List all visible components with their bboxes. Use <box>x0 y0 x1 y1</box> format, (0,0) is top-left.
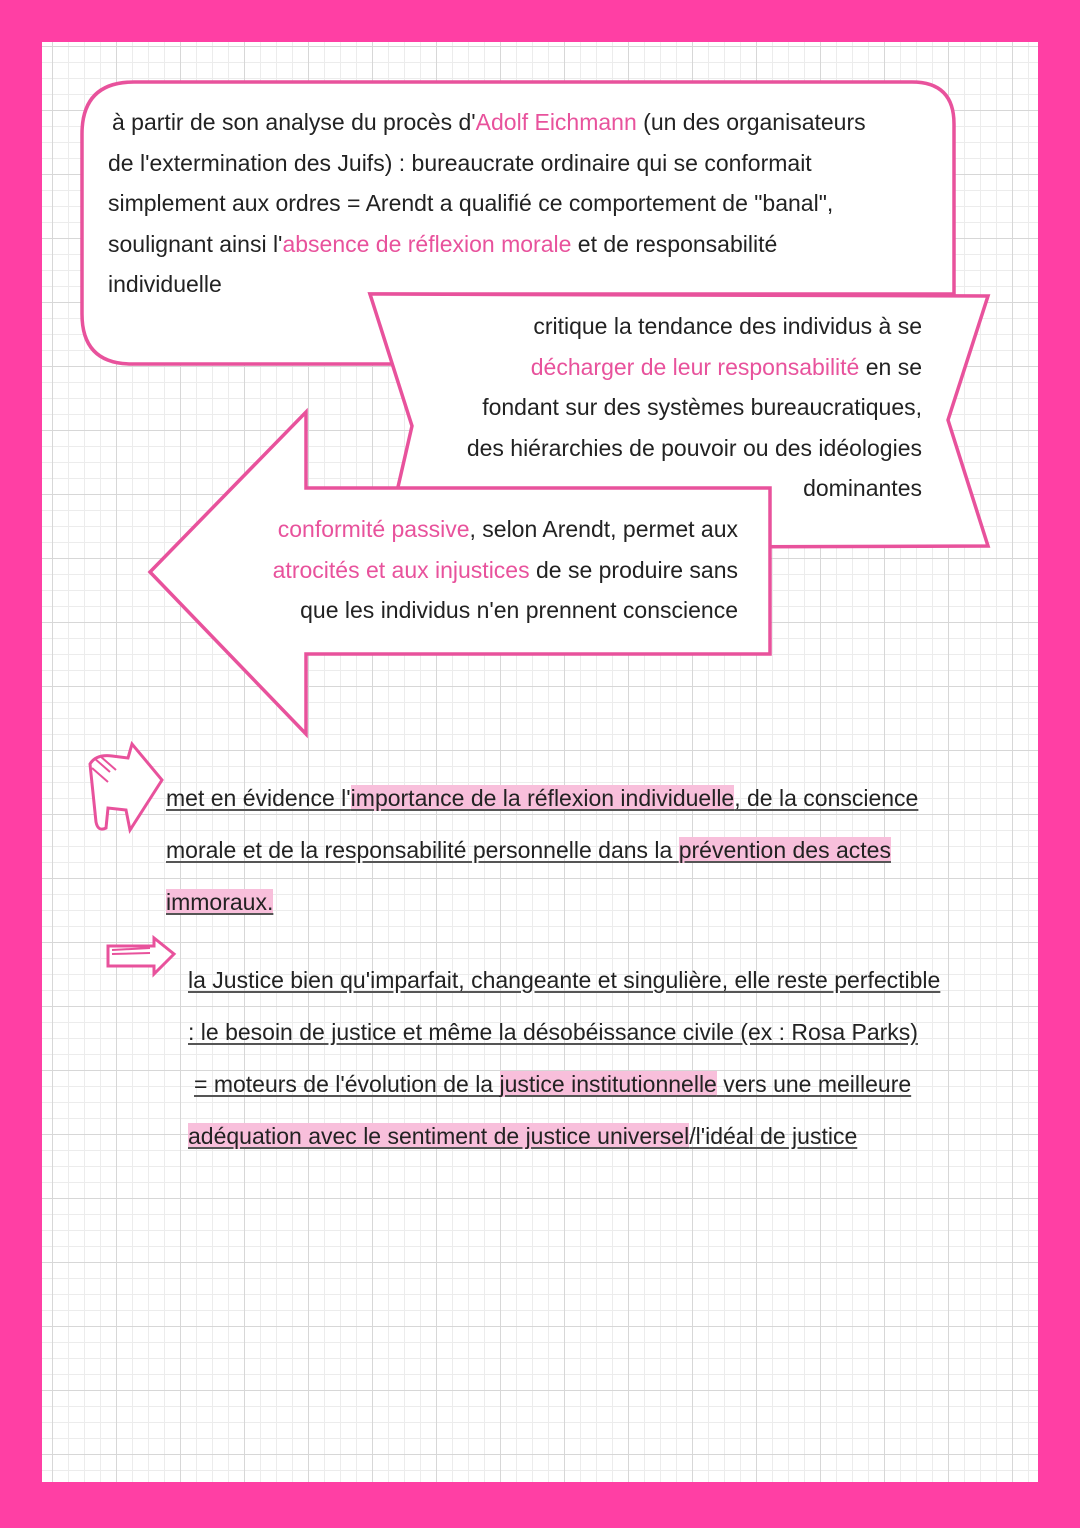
text-span: soulignant ainsi l' <box>108 230 283 257</box>
text-span: morale et de la responsabilité personnelle dans la <box>166 837 679 863</box>
text-line: que les individus n'en prennent conscience <box>300 597 738 624</box>
text-span: /l'idéal de justice <box>689 1123 858 1149</box>
highlight-span: immoraux. <box>166 889 274 915</box>
arrow-icon <box>108 938 174 974</box>
text-line <box>188 1110 1028 1162</box>
keyword-span: atrocités et aux injustices <box>272 556 530 583</box>
arrow-icon <box>90 744 162 830</box>
highlight-span: adéquation avec le sentiment de justice universel <box>188 1123 690 1149</box>
text-line <box>166 824 996 876</box>
text-span: , selon Arendt, permet aux <box>469 516 738 542</box>
text-line: fondant sur des systèmes bureaucratiques, <box>482 394 922 421</box>
text-span: et de responsabilité <box>571 230 778 257</box>
text-span: vers une meilleure <box>716 1071 912 1097</box>
text-span: met en évidence l' <box>166 785 351 811</box>
text-span: , de la conscience <box>734 785 919 811</box>
text-line: simplement aux ordres = Arendt a qualifié ce comportement de "banal", <box>108 190 834 217</box>
point2-paragraph <box>188 954 1028 1162</box>
text-line: de l'extermination des Juifs) : bureaucrate ordinaire qui se conformait <box>108 149 812 176</box>
box2-text <box>402 306 922 509</box>
text-line <box>212 550 738 591</box>
text-line <box>402 347 922 388</box>
text-line: individuelle <box>108 271 222 298</box>
text-span: de se produire sans <box>529 556 738 583</box>
text-line <box>212 509 738 550</box>
text-span: (un des organisateurs <box>636 109 866 135</box>
text-line <box>188 1058 1028 1110</box>
text-line <box>108 224 948 265</box>
text-span: en se <box>859 353 922 380</box>
point1-paragraph <box>166 772 996 928</box>
highlight-span: importance de la réflexion individuelle <box>350 785 735 811</box>
text-span: à partir de son analyse du procès d' <box>112 109 476 135</box>
text-line <box>166 772 996 824</box>
box1-text <box>108 102 948 305</box>
box3-text <box>212 509 738 631</box>
text-line: critique la tendance des individus à se <box>533 313 922 339</box>
keyword-span: conformité passive <box>277 516 470 542</box>
text-line: la Justice bien qu'imparfait, changeante et singulière, elle reste perfectible <box>188 967 941 993</box>
keyword-span: absence de réflexion morale <box>282 230 572 257</box>
highlight-span: justice institutionnelle <box>499 1071 717 1097</box>
grid-paper-page <box>42 42 1038 1482</box>
text-line: des hiérarchies de pouvoir ou des idéologies <box>466 434 922 461</box>
text-line: dominantes <box>803 475 922 502</box>
highlight-span: prévention des actes <box>678 837 891 863</box>
text-span: = moteurs de l'évolution de la <box>194 1071 500 1097</box>
keyword-span: Adolf Eichmann <box>475 109 637 135</box>
text-line: : le besoin de justice et même la désobéissance civile (ex : Rosa Parks) <box>188 1019 918 1045</box>
text-line <box>166 876 996 928</box>
keyword-span: décharger de leur responsabilité <box>530 353 860 380</box>
text-line <box>108 102 948 143</box>
